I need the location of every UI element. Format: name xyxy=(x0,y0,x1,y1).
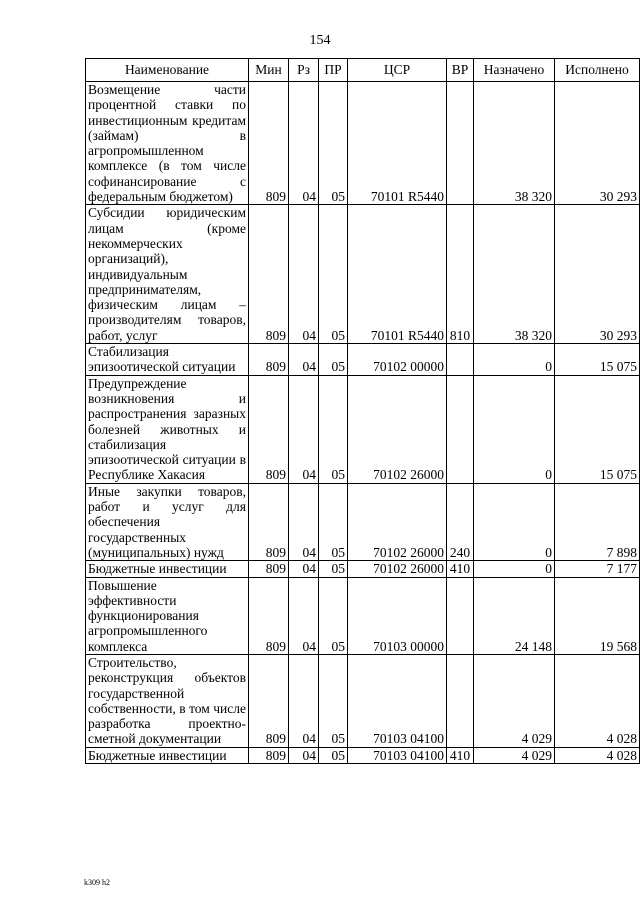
page-number: 154 xyxy=(309,33,331,48)
header-pr: ПР xyxy=(319,59,348,82)
row-rz: 04 xyxy=(289,344,319,376)
row-min: 809 xyxy=(249,483,289,560)
row-assigned: 0 xyxy=(474,375,555,483)
table-row xyxy=(86,747,640,763)
row-executed: 4 028 xyxy=(555,654,640,747)
row-min: 809 xyxy=(249,344,289,376)
row-executed: 30 293 xyxy=(555,82,640,205)
row-assigned: 0 xyxy=(474,483,555,560)
row-csr: 70102 00000 xyxy=(348,344,447,376)
row-assigned: 38 320 xyxy=(474,205,555,344)
row-assigned: 24 148 xyxy=(474,577,555,654)
row-min: 809 xyxy=(249,205,289,344)
row-name: Повышение эффективности функционирования агропромышленного комплекса xyxy=(86,577,249,654)
row-min: 809 xyxy=(249,375,289,483)
row-csr: 70102 26000 xyxy=(348,561,447,577)
table-header-row xyxy=(86,59,640,82)
row-pr: 05 xyxy=(319,654,348,747)
row-vr: 410 xyxy=(447,747,474,763)
row-csr: 70103 04100 xyxy=(348,654,447,747)
header-executed: Исполнено xyxy=(555,59,640,82)
row-vr xyxy=(447,577,474,654)
row-vr: 810 xyxy=(447,205,474,344)
document-footer-code: k309 h2 xyxy=(84,878,110,887)
header-rz: Рз xyxy=(289,59,319,82)
table-row xyxy=(86,344,640,376)
row-min: 809 xyxy=(249,561,289,577)
row-executed: 15 075 xyxy=(555,344,640,376)
row-executed: 7 177 xyxy=(555,561,640,577)
row-rz: 04 xyxy=(289,205,319,344)
row-pr: 05 xyxy=(319,577,348,654)
table-row xyxy=(86,561,640,577)
row-assigned: 4 029 xyxy=(474,654,555,747)
row-name: Иные закупки товаров, работ и услуг для обеспечения государственных (муниципальных) нужд xyxy=(86,483,249,560)
row-executed: 15 075 xyxy=(555,375,640,483)
row-rz: 04 xyxy=(289,577,319,654)
table-row xyxy=(86,654,640,747)
row-min: 809 xyxy=(249,654,289,747)
row-csr: 70103 00000 xyxy=(348,577,447,654)
row-vr: 410 xyxy=(447,561,474,577)
header-name: Наименование xyxy=(86,59,249,82)
row-name: Предупреждение возникновения и распространения заразных болезней животных и стабилизация эпизоотической ситуации в Республике Хакасия xyxy=(86,375,249,483)
table-row xyxy=(86,205,640,344)
row-pr: 05 xyxy=(319,375,348,483)
row-pr: 05 xyxy=(319,82,348,205)
header-vr: ВР xyxy=(447,59,474,82)
row-rz: 04 xyxy=(289,654,319,747)
row-min: 809 xyxy=(249,747,289,763)
row-pr: 05 xyxy=(319,483,348,560)
row-pr: 05 xyxy=(319,344,348,376)
row-csr: 70102 26000 xyxy=(348,375,447,483)
row-vr xyxy=(447,82,474,205)
row-vr xyxy=(447,344,474,376)
row-assigned: 0 xyxy=(474,561,555,577)
row-rz: 04 xyxy=(289,82,319,205)
row-executed: 30 293 xyxy=(555,205,640,344)
table-row xyxy=(86,577,640,654)
budget-table xyxy=(85,58,640,764)
table-row xyxy=(86,375,640,483)
row-name: Бюджетные инвестиции xyxy=(86,747,249,763)
row-rz: 04 xyxy=(289,375,319,483)
row-csr: 70103 04100 xyxy=(348,747,447,763)
row-executed: 4 028 xyxy=(555,747,640,763)
row-rz: 04 xyxy=(289,747,319,763)
row-name: Стабилизация эпизоотической ситуации xyxy=(86,344,249,376)
header-assigned: Назначено xyxy=(474,59,555,82)
row-name: Строительство, реконструкция объектов государственной собственности, в том числе разработка проектно-сметной документации xyxy=(86,654,249,747)
row-assigned: 0 xyxy=(474,344,555,376)
row-csr: 70101 R5440 xyxy=(348,82,447,205)
header-min: Мин xyxy=(249,59,289,82)
row-name: Бюджетные инвестиции xyxy=(86,561,249,577)
row-name: Возмещение части процентной ставки по инвестиционным кредитам (займам) в агропромышленном комплексе (в том числе софинансирование с федеральным бюджетом) xyxy=(86,82,249,205)
row-name: Субсидии юридическим лицам (кроме некоммерческих организаций), индивидуальным предпринимателям, физическим лицам – производителям товаров, работ, услуг xyxy=(86,205,249,344)
row-csr: 70102 26000 xyxy=(348,483,447,560)
row-min: 809 xyxy=(249,577,289,654)
row-assigned: 4 029 xyxy=(474,747,555,763)
header-csr: ЦСР xyxy=(348,59,447,82)
table-row xyxy=(86,82,640,205)
row-pr: 05 xyxy=(319,205,348,344)
row-rz: 04 xyxy=(289,561,319,577)
row-csr: 70101 R5440 xyxy=(348,205,447,344)
row-rz: 04 xyxy=(289,483,319,560)
row-vr xyxy=(447,375,474,483)
row-vr: 240 xyxy=(447,483,474,560)
row-vr xyxy=(447,654,474,747)
row-pr: 05 xyxy=(319,747,348,763)
row-min: 809 xyxy=(249,82,289,205)
row-executed: 19 568 xyxy=(555,577,640,654)
row-assigned: 38 320 xyxy=(474,82,555,205)
row-executed: 7 898 xyxy=(555,483,640,560)
table-row xyxy=(86,483,640,560)
row-pr: 05 xyxy=(319,561,348,577)
